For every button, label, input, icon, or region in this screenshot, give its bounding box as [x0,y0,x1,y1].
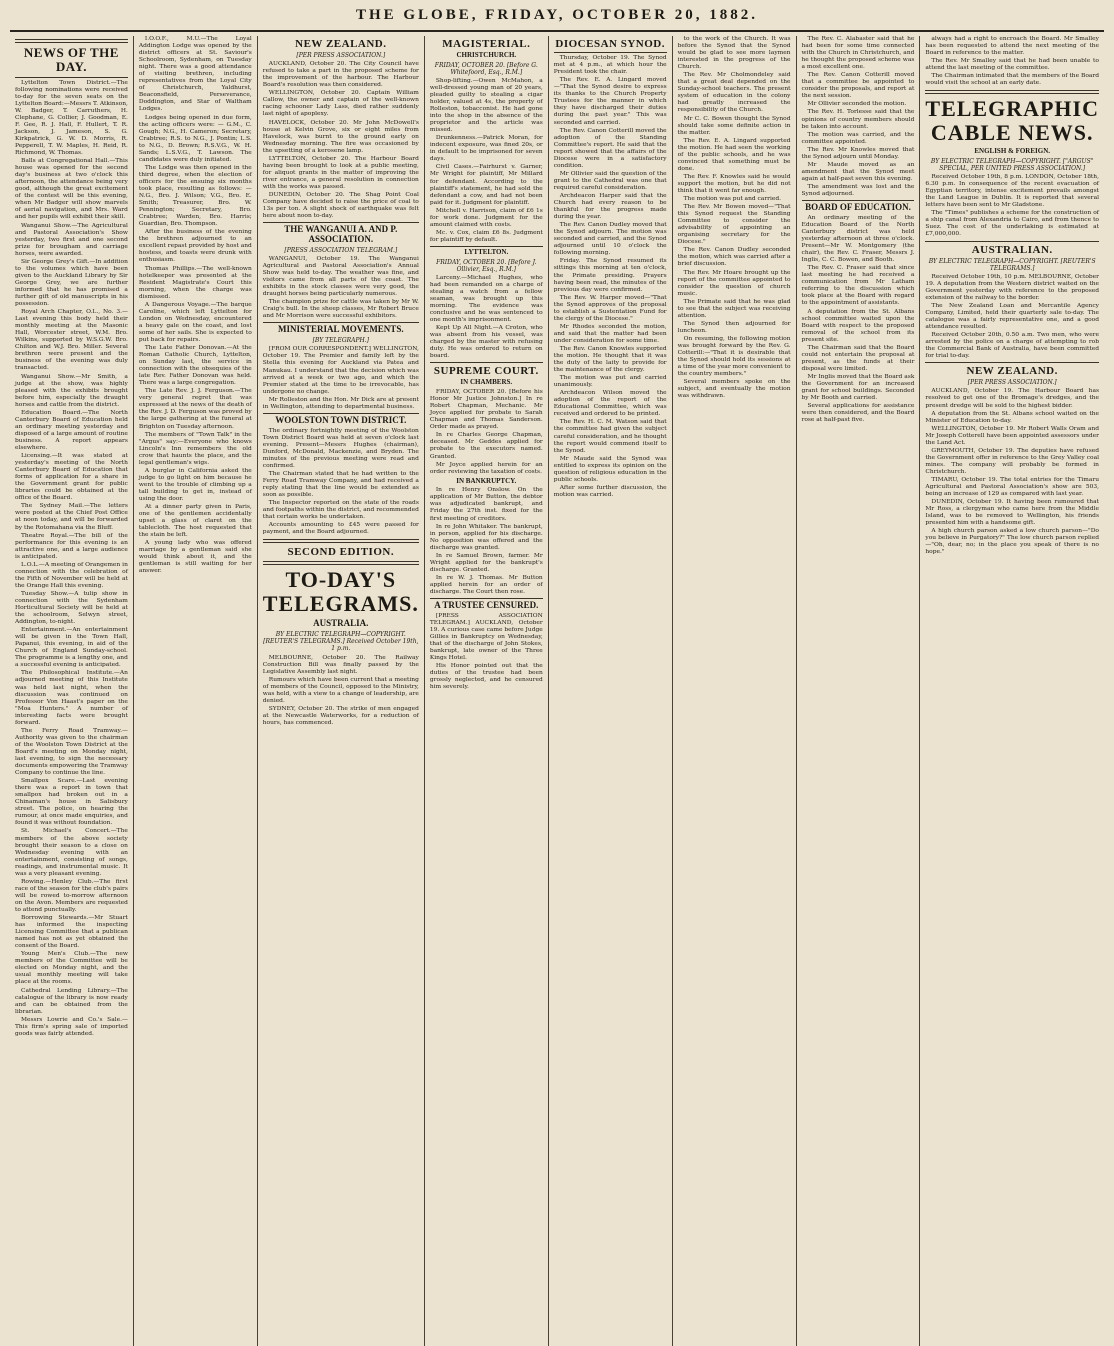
column-rule [15,39,128,43]
article-body [15,80,128,1038]
article-paragraph: Wanganui Show.—The Agricultural and Pastoral Association's Show yesterday, two first and one second prize for brougham and carriage horses, were awarded. [15,222,128,257]
column-3 [258,36,425,1346]
heading-diocesan-synod: DIOCESAN SYNOD. [555,38,665,50]
heading-magisterial: MAGISTERIAL. [442,38,531,50]
subheading: FRIDAY, OCTOBER 20. [Before G. Whitefoord, Esq., R.M.] [434,61,538,76]
article-paragraph: I.O.O.F., M.U.—The Loyal Addington Lodge was opened by the district officers at St. Saviour's Schoolroom, Sydenham, on Tuesday night. There was a good attendance of visiting brethren, including representatives from the Loyal City of Christchurch, Yaldhurst, Beaconsfield, Perseverance, Doddington, and Star of Waltham Lodges. [138,36,252,113]
article-paragraph: MELBOURNE, October 20. The Railway Construction Bill was finally passed by the Legislative Assembly last night. [262,654,419,675]
subheading: [PER PRESS ASSOCIATION.] [967,379,1057,387]
article-paragraph: Mr Rolleston and the Hon. Mr Dick are at present in Wellington, attending to departmental business. [262,396,419,410]
article-paragraph: The Rev. Canon Cotterill moved that a committee be appointed to consider the proposals, and report at the next session. [801,72,915,100]
article-paragraph: Mr Ollivier said the question of the grant to the Cathedral was one that required careful consideration. [553,170,667,191]
article-paragraph: Mr Inglis moved that the Board ask the Government for an increased grant for school buildings. Seconded by Mr Booth and carried. [801,373,915,402]
article-paragraph: The New Zealand Loan and Mercantile Agency Company, Limited, held their quarterly sale to-day. The catalogue was a fairly representative one, and a good attendance resulted. [925,302,1099,331]
article-body [925,388,1099,556]
column-7 [797,36,921,1346]
article-paragraph: The Ferry Road Tramway.—Authority was given to the chairman of the Woolston Town District at the Board's meeting on Monday night, last evening, to sign the necessary documents empowering the Tramway Company to continue the line. [15,727,128,777]
article-paragraph: The Rev. Mr Bowen moved—"That this Synod request the Standing Committee to consider the advisability of appointing an organising secretary for the Diocese." [677,204,791,246]
article-paragraph: HAVELOCK, October 20. Mr John McDowell's house at Kelvin Grove, six or eight miles from Havelock, was burnt to the ground early on Wednesday morning. The fire was occasioned by the upsetting of a kerosene lamp. [262,119,419,154]
article-paragraph: Sir George Grey's Gift.—In addition to the volumes which have been given to the Auckland Library by Sir George Grey, we are further informed that he has promised a further gift of old manuscripts in his possession. [15,258,128,308]
divider [263,222,419,223]
masthead [10,0,1104,32]
heading-trustee-censured: A TRUSTEE CENSURED. [434,600,539,611]
article-paragraph: Civil Cases.—Fairhurst v. Garner, Mr Wright for plaintiff, Mr Millard for defendant. According to the plaintiff's statement, he had sold the defendant a cow, and had not been paid for it. Judgment for plaintiff. [429,164,543,206]
heading-todays-telegrams: TO-DAY'S TELEGRAMS. [262,567,419,617]
article-paragraph: A burglar in California asked the judge to go light on him because he went to the trouble of climbing up a tall building to get in, instead of using the door. [138,467,252,502]
article-paragraph: Received October 19th, 10 p.m. MELBOURNE, October 19. A deputation from the Western district waited on the Government yesterday with reference to the proposed extension of the railway to the border. [925,273,1099,301]
subheading-chambers: IN CHAMBERS. [460,378,513,387]
heading-wanganui: THE WANGANUI A. AND P. ASSOCIATION. [284,224,398,245]
divider [430,598,543,599]
article-paragraph: DUNEDIN, October 20. The Shag Point Coal Company have decided to raise the price of coal to 13s per ton. A slight shock of earthquake was felt here about noon to-day. [262,191,419,220]
article-paragraph: The Rev. Mr Smalley said that he had been unable to attend the last meeting of the committee. [925,58,1099,72]
divider [15,77,128,78]
article-paragraph: Thursday, October 19. The Synod met at 4 p.m., at which hour the President took the chair. [553,55,667,76]
article-paragraph: A deputation from the St. Albans school waited on the Minister of Education to-day. [925,410,1099,424]
article-paragraph: The Rev. Canon Dudley moved that the Synod adjourn. The motion was seconded and carried, and the Synod adjourned until 10 o'clock the following morning. [553,222,667,257]
article-paragraph: to the work of the Church. It was before the Synod that the Synod would be glad to see more laymen interested in the progress of the Church. [677,36,791,71]
heading-australia: AUSTRALIA. [313,618,369,629]
heading-lyttelton: LYTTELTON. [464,247,509,256]
divider [263,539,419,543]
article-paragraph: LYTTELTON, October 20. The Harbour Board having been brought to look at a public meeting, for aliquot grants in the matter of improving the river entrance, a general resolution in connection with the works was passed. [262,155,419,190]
article-paragraph: Several applications for assistance were then considered, and the Board rose at half-past five. [801,403,915,424]
heading-board-of-education: BOARD OF EDUCATION. [805,202,911,213]
article-paragraph: The Philosophical Institute.—An adjourned meeting of this Institute was held last night, when the discussion was continued on Professor Von Haast's paper on the "Moa Hunters." A number of interesting facts were brought forward. [15,670,128,726]
column-6 [673,36,797,1346]
article-paragraph: The Rev. Canon Dudley seconded the motion, which was carried after a brief discussion. [677,247,791,268]
article-paragraph: Archdeacon Wilson moved the adoption of the report of the Educational Committee, which was received and ordered to be printed. [553,390,667,418]
article-paragraph: Licensing.—It was stated at yesterday's meeting of the North Canterbury Board of Education that forms of application for a share in the Government grant for public libraries could be obtained at the office of the Board. [15,453,128,502]
heading-new-zealand-2: NEW ZEALAND. [966,365,1058,378]
column-1 [10,36,134,1346]
article-paragraph: Archdeacon Harper said that the Church had every reason to be thankful for the progress made during the year. [553,192,667,221]
article-paragraph: WELLINGTON, October 19. Mr Robert Walls Oram and Mr Joseph Cotterell have been appointed assessors under the Land Act. [925,425,1099,446]
article-body [925,274,1099,361]
article-paragraph: A Dangerous Voyage.—The barque Caroline, which left Lyttelton for London on Wednesday, encountered a heavy gale on the coast, and lost some of her sails. She is expected to put back for repairs. [138,301,252,343]
article-paragraph: The Rev. Canon Cotterill moved the adoption of the Standing Committee's report. He said that the report showed that the affairs of the Diocese were in a satisfactory condition. [553,127,667,169]
divider [802,200,915,201]
article-paragraph: Mitchell v. Harrison, claim of £6 1s for work done. Judgment for the amount claimed with costs. [429,207,543,228]
article-paragraph: The Lodge was then opened in the third degree, when the election of officers for the ensuing six months took place, resulting as follows: — N.G., Bro. J. Wilson; V.G., Bro. E. Smith; Treasurer, Bro. W. Pennington; Secretary, Bro. Crabtree; Warden, Bro. Harris; Guardian, Bro. Thompson. [138,164,252,228]
article-body [925,174,1099,238]
divider [430,246,543,247]
article-paragraph: Drunkenness.—Patrick Moran, for indecent exposure, was fined 20s, or in default to be imprisoned for seven days. [429,135,543,163]
article-paragraph: St. Michael's Concert.—The members of the above society brought their season to a close on Wednesday evening with an entertainment, consisting of songs, readings, and instrumental music. It was a very pleasant evening. [15,828,128,877]
article-paragraph: The motion was put and carried. [683,196,781,203]
heading-woolston: WOOLSTON TOWN DISTRICT. [275,414,407,425]
column-4 [425,36,549,1346]
article-paragraph: Lyttelton Town District.—The following nominations were received to-day for the seven seats on the Lyttelton Board:—Messrs T. Atkinson, W. Badger, T. Carruthers, H. Clephane, G. Collier, J. Goodman, E. F. Gee, R. J. Hall, F. Hullert, T. R. Jackson, J. Jameson, S. G. Kirkpatrick, G. W. D. Morris, R. Pepperell, T. W. Maples, H. Reid, R. Richmond, W. Thomas. [15,79,128,157]
article-paragraph: Shop-lifting.—Owen McMahon, a well-dressed young man of 20 years, pleaded guilty to stealing a cigar holder, valued at 4s, the property of Rolleston, tobacconist. He had gone into the shop in the absence of the proprietor and the article was missed. [429,77,543,134]
article-paragraph: A deputation from the St. Albans school committee waited upon the Board with respect to the proposed removal of the school from its present site. [801,308,915,343]
article-paragraph: After the business of the evening the brethren adjourned to an excellent repast provided by host and hostess, and toasts were drunk with enthusiasm. [138,229,252,264]
article-body [554,55,667,499]
heading-supreme-court: SUPREME COURT. [433,365,539,378]
heading-telegraphic-cable-news: TELEGRAPHIC CABLE NEWS. [925,96,1099,146]
article-body [263,655,419,727]
heading-ministerial: MINISTERIAL MOVEMENTS. [278,324,404,335]
article-paragraph: The Chairman said that the Board could not entertain the proposal at present, as the funds at their disposal were limited. [801,344,915,372]
article-paragraph: Balls at Congregational Hall.—This house was opened for the second day's business at two o'clock this afternoon, the attendance being very good, although the great excitement of the contest will be this evening, when Mr Badger will show marvels of aerial navigation, and Mrs. Ward and her pupils will exhibit their skill. [15,158,128,221]
article-paragraph: DUNEDIN, October 19. It having been rumoured that Mr Ross, a clergyman who came here from the Middle Island, was to be removed to Wellington, his friends presented him with a handsome gift. [925,499,1099,527]
article-paragraph: A young lady who was offered marriage by a gentleman said she would think about it, and the gentleman is still waiting for her answer. [138,540,252,575]
divider [554,52,667,53]
article-body [925,36,1099,87]
article-paragraph: Theatre Royal.—The bill of the performance for this evening is an attractive one, and a large audience is anticipated. [15,532,128,560]
article-paragraph: The Chairman stated that he had written to the Ferry Road Tramway Company, and had received a reply stating that the line would be extended as soon as possible. [262,470,419,499]
article-paragraph: The Rev. H. Torlesse said that the opinions of country members should be taken into account. [801,109,915,130]
article-paragraph: The Rev. F. Knowles said he would support the motion, but he did not think that it went far enough. [677,173,791,194]
article-paragraph: AUCKLAND, October 20. The City Council have refused to take a part in the proposed scheme for the improvement of the harbour. The Harbour Board's resolution was then considered. [262,61,419,89]
article-paragraph: The Rev. H. C. M. Watson said that the committee had given the subject careful consideration, and he thought the report would commend itself to the Synod. [553,419,667,454]
article-paragraph: In re Henry Onslow. On the application of Mr Button, the debtor was adjudicated bankrupt, and Friday the 27th inst. fixed for the first meeting of creditors. [429,487,543,522]
article-paragraph: Young Men's Club.—The new members of the Committee will be elected on Monday night, and the usual monthly meeting will take place at the rooms. [15,951,128,986]
article-paragraph: The Rev. C. Fraser said that since last meeting he had received a communication from Mr Latham referring to the discussion which took place at the Board with regard to the appointment of assistants. [801,265,915,307]
article-paragraph: In re John Whitaker. The bankrupt, in person, applied for his discharge. No opposition was offered and the discharge was granted. [429,523,543,551]
article-paragraph: Mc. v. Cox, claim £6 8s. Judgment for plaintiff by default. [429,229,543,243]
article-body [430,389,543,476]
article-paragraph: The Rev. Mr Hoare brought up the report of the committee appointed to consider the question of church music. [677,269,791,297]
article-paragraph: Received October 19th, 8 p.m. LONDON, October 18th, 6.30 p.m. In consequence of the recent evacuation of Egyptian territory, intense excitement prevails amongst the Land League in Dublin. It is reported that several letters have been sent to Mr Gladstone. [925,174,1099,209]
article-paragraph: Mr Ollivier seconded the motion. [807,101,907,108]
article-paragraph: The Primate said that he was glad to see that the subject was receiving attention. [677,298,791,319]
article-paragraph: Smallpox Scare.—Last evening there was a report in town that smallpox had broken out in a Chinaman's house in Salisbury street. The police, on hearing the rumour, at once made enquiries, and found it was without foundation. [15,778,128,827]
column-8 [920,36,1104,1346]
heading-news-of-the-day: NEWS OF THE DAY. [23,45,119,75]
subheading-english-foreign: ENGLISH & FOREIGN. [974,147,1051,156]
article-body [802,36,915,198]
article-paragraph: The Rev. W. Harper moved—"That the Synod approves of the proposal to establish a Sustentation Fund for the clergy of the Diocese." [553,294,667,322]
article-paragraph: Mr C. C. Bowen thought the Synod should take some definite action in the matter. [677,115,791,136]
article-paragraph: The Rev. Canon Knowles supported the motion. He thought that it was the duty of the laity to provide for the maintenance of the clergy. [553,345,667,374]
article-paragraph: The Chairman intimated that the members of the Board would visit the school at an early date. [925,73,1099,87]
article-paragraph: The Inspector reported on the state of the roads and footpaths within the district, and recommended that certain works be undertaken. [262,500,419,521]
article-paragraph: The Late Father Donovan.—At the Roman Catholic Church, Lyttelton, on Sunday last, the service in connection with the obsequies of the late Rev. Father Donovan was held. There was a large congregation. [138,345,252,387]
article-paragraph: Mr Maude moved as an amendment that the Synod meet again at half-past seven this evening. [801,161,915,182]
columns [10,36,1104,1346]
article-paragraph: In re W. J. Thomas. Mr Button applied herein for an order of discharge. The Court then rose. [429,574,543,595]
divider [430,362,543,363]
article-body [430,78,543,244]
article-paragraph: The motion was carried, and the committee appointed. [801,131,915,145]
article-paragraph: AUCKLAND, October 19. The Harbour Board has resolved to get one of the Bromage's dredges, and the present dredge will be sold to the highest bidder. [925,388,1099,409]
article-body [263,428,419,537]
divider [925,90,1099,94]
article-paragraph: Thomas Phillips.—The well-known hotelkeeper was presented at the Resident Magistrate's Court this morning, when the charge was dismissed. [138,265,252,300]
article-paragraph: At a dinner party given in Paris, one of the gentlemen accidentally upset a glass of claret on the tablecloth. The host requested that the stain be left. [138,504,252,539]
article-paragraph: Received October 20th, 0.50 a.m. Two men, who were arrested by the police on a charge of attempting to rob the Commercial Bank of Australia, have been committed for trial to-day. [925,332,1099,360]
article-paragraph: Accounts amounting to £45 were passed for payment, and the Board adjourned. [262,522,419,536]
article-paragraph: Education Board.—The North Canterbury Board of Education held an ordinary meeting yesterday and disposed of a large amount of routine business. A report appears elsewhere. [15,409,128,451]
heading-australian: AUSTRALIAN. [971,243,1053,256]
article-paragraph: An ordinary meeting of the Education Board of the North Canterbury district was held yesterday afternoon at three o'clock. Present—Mr W. Montgomery (the chair), the Rev. C. Fraser, Messrs J. Inglis, C. C. Bowen, and Booth. [801,214,915,264]
article-paragraph: The members of "Town Talk" in the "Argus" say:—Everyone who knows Lincoln's Inn remembers the old crow that haunts the place, and the legal gentleman's wigs. [138,431,252,466]
article-paragraph: His Honor pointed out that the duties of the trustee had been grossly neglected, and he censured him severely. [429,663,543,691]
article-paragraph: TIMARU, October 19. The total entries for the Timaru Agricultural and Pastoral Association's show are 503, being an increase of 129 as compared with last year. [925,476,1099,498]
article-paragraph: Mr Rhodes seconded the motion, and said that the matter had been under consideration for some time. [553,323,667,344]
article-paragraph: The Rev. E. A. Lingard moved—"That the Synod desire to express its thanks to the Church Property Trustees for the manner in which they have discharged their duties during the past year." This was seconded and carried. [553,77,667,126]
article-paragraph: Lodges being opened in due form, the acting officers were: — G.M., C. Gough; N.G., H. Cameron; Secretary, Crabtree; R.S. to N.G., J. Pontin; L.S. to N.G., D. Brown; R.S.V.G., W. H. Sands; L.S.V.G., T. Lawson. The candidates were duly initiated. [138,114,252,163]
divider [263,322,419,323]
article-paragraph: Mr Maude said the Synod was entitled to express its opinion on the question of religious education in the public schools. [553,455,667,483]
article-paragraph: The Rev. Mr Knowles moved that the Synod adjourn until Monday. [801,146,915,160]
article-paragraph: The Synod then adjourned for luncheon. [677,320,791,334]
article-paragraph: Friday. The Synod resumed its sittings this morning at ten o'clock, the Primate presiding. Prayers having been read, the minutes of the previous day were confirmed. [553,258,667,293]
article-paragraph: The champion prize for cattle was taken by Mr W. Craig's bull. In the sheep classes, Mr Robert Bruce and Mr Morrison were successful exhibitors. [262,299,419,320]
article-paragraph: [PRESS ASSOCIATION TELEGRAM.] AUCKLAND, October 19. A curious case came before Judge Gillies in Bankruptcy on Wednesday, that of the discharge of John Stokes, bankrupt, late owner of the Three Kings Hotel. [429,612,543,662]
article-paragraph: The Rev. C. Alabaster said that he had been for some time connected with the Church in Christchurch, and he thought the proposed scheme was a most excellent one. [801,36,915,71]
heading-bankruptcy: IN BANKRUPTCY. [456,476,517,485]
subheading-christchurch: CHRISTCHURCH. [456,51,517,60]
column-5 [549,36,673,1346]
divider [263,413,419,414]
article-paragraph: Royal Arch Chapter, O.L., No. 3.—Last evening this body held their monthly meeting at the Masonic Hall, Worcester street, W.M. Bro. Wilkins, supported by W.S.G.W. Bro. Chilton and W.J. Bro. Miller. Several brethren were present and the business of the evening was duly transacted. [15,309,128,372]
article-paragraph: On resuming, the following motion was brought forward by the Rev. G. Cotterill:—"That it is desirable that the Synod should hold its sessions at a time of the year more convenient to the country members." [677,335,791,378]
subheading: [PER PRESS ASSOCIATION.] [296,52,386,60]
article-paragraph: The ordinary fortnightly meeting of the Woolston Town District Board was held at seven o'clock last evening. Present—Messrs Hughes (chairman), Dunford, McDonald, Mackenzie, and Bryden. The minutes of the previous meeting were read and confirmed. [262,427,419,469]
article-body [678,36,791,400]
article-paragraph: After some further discussion, the motion was carried. [553,484,667,498]
article-paragraph: Larceny.—Michael Hughes, who had been remanded on a charge of stealing a watch from a fellow seaman, was brought up this morning. The evidence was conclusive and he was sentenced to one month's imprisonment. [429,274,543,324]
subheading: BY ELECTRIC TELEGRAPH—COPYRIGHT. [REUTER'S TELEGRAMS.] Received October 19th, 1 p.m. [263,631,419,653]
article-paragraph: Kept Up All Night.—A Croton, who was absent from his vessel, was charged by the master with refusing duty. He was ordered to return on board. [429,325,543,360]
article-paragraph: GREYMOUTH, October 19. The deputies have refused the Government offer in reference to the Grey Valley coal mines. The company will probably be formed in Christchurch. [925,447,1099,475]
article-paragraph: Rumours which have been current that a meeting of members of the Council, opposed to the Ministry, was held, with a view to a change of leadership, are denied. [262,676,419,704]
article-paragraph: The Rev. Mr Cholmondeley said that a great deal depended on the Sunday-school teachers. The present system of education in the colony had greatly increased the responsibility of the Church. [677,72,791,114]
column-2 [134,36,258,1346]
article-body [263,346,419,410]
article-paragraph: Cathedral Lending Library.—The catalogue of the library is now ready and can be obtained from the librarian. [15,987,128,1015]
divider [263,561,419,565]
subheading: [BY TELEGRAPH.] [312,337,370,345]
article-paragraph: Entertainment.—An entertainment will be given in the Town Hall, Papanui, this evening, in aid of the Church of England Sunday-school. The programme is a lengthy one, and a successful evening is anticipated. [15,627,128,669]
heading-second-edition: SECOND EDITION. [287,546,395,559]
article-paragraph: In re Charles George Chapman, deceased. Mr Geddes applied for probate to the executors named. Granted. [429,432,543,460]
article-paragraph: The "Times" publishes a scheme for the construction of a ship canal from Alexandria to Cairo, and from thence to Suez. The cost of the undertaking is estimated at £7,000,000. [925,210,1099,238]
article-paragraph: A high church parson asked a low church parson—"Do you believe in Purgatory?" The low church parson replied—"Oh, dear, no; in the place you speak of there is no hope." [925,528,1099,556]
divider [925,362,1099,363]
subheading: BY ELECTRIC TELEGRAPH—COPYRIGHT. ["ARGUS" SPECIAL, PER UNITED PRESS ASSOCIATION.] [930,158,1094,173]
article-paragraph: Borrowing Stewards.—Mr Stuart has informed the inspecting Licensing Committee that a publican named has not as yet obtained the consent of the Board. [15,915,128,950]
article-paragraph: Several members spoke on the subject, and eventually the motion was withdrawn. [677,379,791,400]
subheading: [PRESS ASSOCIATION TELEGRAM.] [284,246,398,254]
article-body [802,215,915,424]
article-body [430,613,543,692]
article-paragraph: SYDNEY, October 20. The strike of men engaged at the Newcastle Waterworks, for a reduction of hours, has commenced. [262,705,419,726]
article-paragraph: The Late Rev. J. J. Ferguson.—The very general regret that was expressed at the news of the death of the Rev. J. D. Ferguson was proved by the large gathering at the funeral at Brighton on Tuesday afternoon. [138,388,252,430]
subheading: BY ELECTRIC TELEGRAPH—COPYRIGHT. [REUTER'S TELEGRAMS.] [928,257,1096,272]
article-paragraph: L.O.L.—A meeting of Orangemen in connection with the celebration of the Fifth of November will be held at the Orange Hall this evening. [15,561,128,589]
article-paragraph: The Sydney Mail.—The letters were posted at the Chief Post Office at noon today, and will be forwarded by the Rotomahana via the Bluff. [15,503,128,531]
article-body [430,487,543,596]
heading-new-zealand: NEW ZEALAND. [295,38,387,50]
article-paragraph: The Rev. E. A. Lingard supported the motion. He had seen the working of the public schools, and he was convinced that something must be done. [677,137,791,172]
article-paragraph: WANGANUI, October 19. The Wanganui Agricultural and Pastoral Association's Annual Show was held to-day. The weather was fine, and visitors came from all parts of the coast. The exhibits in the stock classes were very good, the draught horses being particularly numerous. [262,256,419,298]
article-paragraph: always had a right to encroach the Board. Mr Smalley has been requested to attend the next meeting of the Board in reference to the matter. [925,36,1099,57]
article-body [139,36,252,576]
divider [925,241,1099,242]
article-paragraph: Rowing.—Henley Club.—The first race of the season for the club's pairs will be rowed to-morrow afternoon on the Avon. Members are requested to attend punctually. [15,878,128,913]
article-paragraph: WELLINGTON, October 20. Captain William Callow, the owner and captain of the well-known racing schooner Lady Lass, died rather suddenly last night of apoplexy. [262,90,419,118]
article-paragraph: Messrs Lowrie and Co.'s Sale.—This firm's spring sale of imported goods was fairly attended. [15,1016,128,1037]
article-paragraph: In re Samuel Brown, farmer. Mr Wright applied for the bankrupt's discharge. Granted. [429,552,543,573]
article-body [263,61,419,220]
article-body [263,256,419,320]
article-paragraph: Mr Joyce applied herein for an order reviewing the taxation of costs. [429,461,543,475]
masthead-title: THE GLOBE, FRIDAY, OCTOBER 20, 1882. [355,6,759,23]
article-paragraph: Wanganui Show.—Mr Smith, a judge at the show, was highly pleased with the exhibits brought before him, especially the draught horses and cattle from the district. [15,373,128,408]
article-paragraph: The motion was put and carried unanimously. [553,375,667,389]
article-paragraph: The amendment was lost and the Synod adjourned. [801,183,915,197]
article-body [430,275,543,361]
article-paragraph: [FROM OUR CORRESPONDENT.] WELLINGTON, October 19. The Premier and family left by the Stella this evening for Auckland via Patea and Manukau. I understand that the decision which was arrived at a week or two ago, and which the Premier stated at the time to be irrevocable, has undergone no change. [262,346,419,395]
article-paragraph: Tuesday Show.—A tulip show in connection with the Sydenham Horticultural Society will be held at the schoolroom, Selwyn street, Addington, to-night. [15,590,128,626]
article-paragraph: FRIDAY, OCTOBER 20. [Before his Honor Mr Justice Johnston.] In re Robert Chapman, Mechanic. Mr Joyce applied for probate to Sarah Chapman and Thomas Sanderson. Order made as prayed. [429,389,543,431]
subheading: FRIDAY, OCTOBER 20. [Before J. Ollivier, Esq., R.M.] [436,258,537,273]
